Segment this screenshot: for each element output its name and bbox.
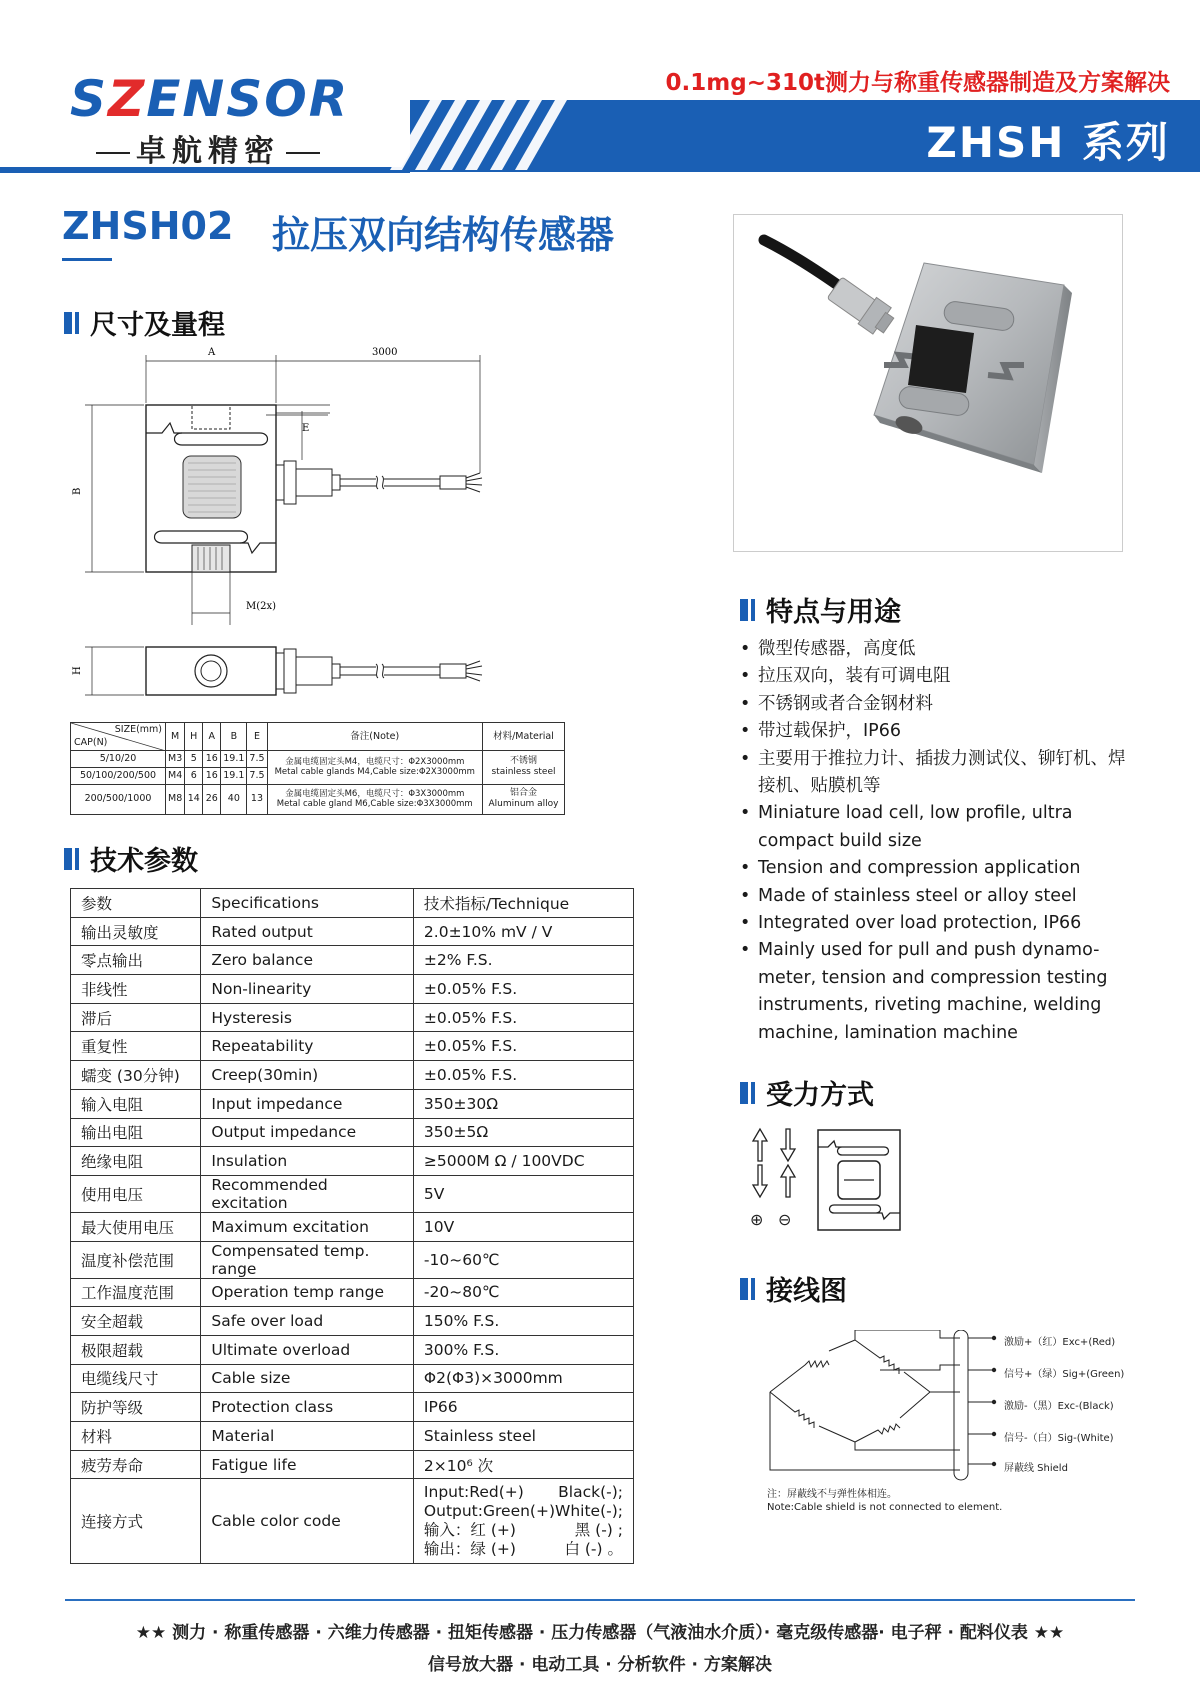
spec-cell-val: ±0.05% F.S. <box>413 1003 633 1032</box>
table-row <box>71 1393 634 1422</box>
dimension-drawing <box>70 335 570 715</box>
spec-cell-en: Output impedance <box>201 1118 414 1147</box>
section-specs: 技术参数 <box>64 839 198 878</box>
table-row: 50/100/200/500 M4 6 16 19.1 7.5 <box>71 767 565 784</box>
table-row <box>71 1032 634 1061</box>
page-header <box>0 0 1200 176</box>
brand-logo: SZENSOR <box>70 70 350 128</box>
wire-label-shield: 屏蔽线 Shield <box>1004 1463 1068 1474</box>
spec-cell-cn: 非线性 <box>71 975 201 1004</box>
spec-cell-val: 10V <box>413 1212 633 1241</box>
spec-cell-val: 技术指标/Technique <box>413 889 633 918</box>
list-item: • Integrated over load protection, IP66 <box>740 910 1140 937</box>
table-row <box>71 917 634 946</box>
wiring-diagram <box>760 1330 1180 1490</box>
spec-cell-cn: 安全超载 <box>71 1307 201 1336</box>
section-marker-icon <box>740 1082 756 1104</box>
section-features: 特点与用途 <box>740 590 901 629</box>
spec-cell-en: Rated output <box>201 917 414 946</box>
table-row: 200/500/1000 M8 14 26 40 13 金属电缆固定头M6，电缆尺寸：Φ3X3000mm Metal cable gland M6,Cable size:Φ3X3000mm 铝合金 Aluminum alloy <box>71 784 565 814</box>
col-b: B <box>221 723 247 751</box>
capacity-table <box>70 722 565 815</box>
dim-m-label: M(2x) <box>246 601 277 612</box>
spec-cell-en: Protection class <box>201 1393 414 1422</box>
spec-cell-cn: 蠕变 (30分钟) <box>71 1061 201 1090</box>
spec-cell-val: -10~60℃ <box>413 1241 633 1278</box>
col-h: H <box>185 723 203 751</box>
spec-cell-cn: 工作温度范围 <box>71 1278 201 1307</box>
table-row <box>71 1212 634 1241</box>
table-row <box>71 1061 634 1090</box>
spec-cell-en: Ultimate overload <box>201 1335 414 1364</box>
spec-cell-en: Compensated temp. range <box>201 1241 414 1278</box>
spec-cell-en: Recommended excitation <box>201 1175 414 1212</box>
dim-b-label: B <box>72 487 83 495</box>
section-dimensions: 尺寸及量程 <box>64 303 225 342</box>
spec-cell-val: ±0.05% F.S. <box>413 1061 633 1090</box>
spec-cell-val: 350±30Ω <box>413 1089 633 1118</box>
col-m: M <box>166 723 185 751</box>
spec-cell-en: Hysteresis <box>201 1003 414 1032</box>
table-row <box>71 946 634 975</box>
list-item: • 带过载保护，IP66 <box>740 718 1140 745</box>
spec-cell-en: Non-linearity <box>201 975 414 1004</box>
list-item: • 微型传感器，高度低 <box>740 636 1140 663</box>
section-force-direction: 受力方式 <box>740 1073 874 1112</box>
table-row <box>71 1335 634 1364</box>
list-item: • Tension and compression application <box>740 855 1140 882</box>
spec-cell-cn: 防护等级 <box>71 1393 201 1422</box>
footer-line-1: ★★ 测力 · 称重传感器 · 六维力传感器 · 扭矩传感器 · 压力传感器（气液油水介质）· 毫克级传感器· 电子秤 · 配料仪表 ★★ <box>135 1623 1065 1643</box>
col-note: 备注(Note) <box>267 723 482 751</box>
spec-cell-val: 2.0±10% mV / V <box>413 917 633 946</box>
spec-cell-cn: 滞后 <box>71 1003 201 1032</box>
spec-cell-cn: 零点输出 <box>71 946 201 975</box>
table-row <box>71 975 634 1004</box>
col-a: A <box>203 723 221 751</box>
section-marker-icon <box>64 312 80 334</box>
table-row <box>71 1175 634 1212</box>
section-marker-icon <box>740 599 756 621</box>
list-item: • Miniature load cell, low profile, ultra compact build size <box>740 800 1140 855</box>
dim-a-label: A <box>208 347 216 358</box>
table-row <box>71 1422 634 1451</box>
series-title: ZHSH 系列 <box>926 118 1170 167</box>
table-row <box>71 1089 634 1118</box>
table-row <box>71 1118 634 1147</box>
table-row <box>71 1307 634 1336</box>
spec-cell-cn: 电缆线尺寸 <box>71 1364 201 1393</box>
wire-label-exc-plus: 激励+（红）Exc+(Red) <box>1004 1337 1116 1348</box>
spec-cell-val: 5V <box>413 1175 633 1212</box>
wiring-note: 注：屏蔽线不与弹性体相连。 Note:Cable shield is not connected to element. <box>767 1489 1003 1513</box>
spec-cell-en: Insulation <box>201 1147 414 1176</box>
title-underline <box>62 258 112 261</box>
col-material: 材料/Material <box>483 723 565 751</box>
table-row <box>71 1003 634 1032</box>
table-row: 5/10/20 M3 5 16 19.1 7.5 金属电缆固定头M4，电缆尺寸：Φ2X3000mm Metal cable glands M4,Cable size:Φ2X3000mm 不锈钢 stainless steel <box>71 751 565 768</box>
table-row <box>71 1147 634 1176</box>
arrow-up-icon <box>753 1129 767 1161</box>
spec-cell-cn: 输入电阻 <box>71 1089 201 1118</box>
list-item: • Mainly used for pull and push dynamo-meter, tension and compression testing instruments, riveting machine, welding machine, lamination machine <box>740 937 1140 1047</box>
spec-cell-cn: 重复性 <box>71 1032 201 1061</box>
force-direction-diagram <box>748 1125 908 1235</box>
dim-3000-label: 3000 <box>372 347 398 358</box>
spec-cell-cn: 使用电压 <box>71 1175 201 1212</box>
list-item: • Made of stainless steel or alloy steel <box>740 883 1140 910</box>
wire-label-exc-minus: 激励-（黑）Exc-(Black) <box>1004 1401 1114 1412</box>
spec-cell-cn: 绝缘电阻 <box>71 1147 201 1176</box>
table-row <box>71 1364 634 1393</box>
spec-cell-val: ±2% F.S. <box>413 946 633 975</box>
spec-cell-cn: 材料 <box>71 1422 201 1451</box>
table-row <box>71 1278 634 1307</box>
spec-cell-cn: 温度补偿范围 <box>71 1241 201 1278</box>
spec-cell-cn: 极限超载 <box>71 1335 201 1364</box>
feature-list <box>740 636 1140 1047</box>
spec-cell-en: Operation temp range <box>201 1278 414 1307</box>
dim-h-label: H <box>72 666 83 675</box>
spec-cell-en: Repeatability <box>201 1032 414 1061</box>
list-item: • 不锈钢或者合金钢材料 <box>740 691 1140 718</box>
spec-cell-en: Zero balance <box>201 946 414 975</box>
spec-cell-en: Safe over load <box>201 1307 414 1336</box>
arrow-down-icon <box>753 1165 767 1197</box>
spec-cell-val: Stainless steel <box>413 1422 633 1451</box>
spec-cell-val: ±0.05% F.S. <box>413 975 633 1004</box>
size-cap-header: SIZE(mm) CAP(N) <box>71 723 166 751</box>
section-wiring: 接线图 <box>740 1269 847 1308</box>
spec-cell-val: ±0.05% F.S. <box>413 1032 633 1061</box>
spec-cell-en: Specifications <box>201 889 414 918</box>
arrow-up-icon <box>781 1165 795 1197</box>
footer-divider <box>65 1599 1135 1601</box>
spec-cell-val: Φ2(Φ3)×3000mm <box>413 1364 633 1393</box>
model-number: ZHSH02 <box>62 204 234 248</box>
load-cell-image <box>734 215 1122 551</box>
spec-cell-cn: 疲劳寿命 <box>71 1450 201 1479</box>
header-tagline: 0.1mg~310t测力与称重传感器制造及方案解决 <box>665 70 1170 96</box>
spec-table <box>70 888 634 1564</box>
spec-cell-en: Input impedance <box>201 1089 414 1118</box>
col-e: E <box>247 723 267 751</box>
spec-cell-en: Fatigue life <box>201 1450 414 1479</box>
spec-cell-en: Maximum excitation <box>201 1212 414 1241</box>
arrow-down-icon <box>781 1129 795 1161</box>
spec-cell-val: IP66 <box>413 1393 633 1422</box>
brand-subtitle: 卓航精密 <box>90 126 326 170</box>
spec-cell-val: 350±5Ω <box>413 1118 633 1147</box>
wire-label-sig-plus: 信号+（绿）Sig+(Green) <box>1004 1369 1125 1380</box>
product-name: 拉压双向结构传感器 <box>272 213 615 257</box>
cable-code-cell: Input:Red(+) Black(-); Output:Green(+) White(-); 输入：红 (+) 黑 (-) ; 输出：绿 (+) 白 (-) 。 <box>413 1479 633 1564</box>
dim-e-label: E <box>302 423 310 434</box>
spec-cell-val: 300% F.S. <box>413 1335 633 1364</box>
section-marker-icon <box>64 848 80 870</box>
spec-cell-cn: 输出灵敏度 <box>71 917 201 946</box>
spec-cell-val: ≥5000M Ω / 100VDC <box>413 1147 633 1176</box>
list-item: • 主要用于推拉力计、插拔力测试仪、铆钉机、焊接机、贴膜机等 <box>740 746 1140 801</box>
spec-cell-en: Creep(30min) <box>201 1061 414 1090</box>
table-row <box>71 1241 634 1278</box>
spec-cell-cn: 输出电阻 <box>71 1118 201 1147</box>
spec-cell-en: Cable size <box>201 1364 414 1393</box>
spec-header-row <box>71 889 634 918</box>
spec-cell-val: 150% F.S. <box>413 1307 633 1336</box>
table-row: 连接方式 Cable color code Input:Red(+) Black(-); Output:Green(+) White(-); 输入：红 (+) 黑 (-) ; 输出：绿 (+) 白 (-) 。 <box>71 1479 634 1564</box>
list-item: • 拉压双向，装有可调电阻 <box>740 663 1140 690</box>
wire-label-sig-minus: 信号-（白）Sig-(White) <box>1004 1433 1114 1444</box>
spec-cell-cn: 参数 <box>71 889 201 918</box>
product-photo <box>733 214 1123 552</box>
footer-line-2: 信号放大器 · 电动工具 · 分析软件 · 方案解决 <box>428 1655 772 1675</box>
section-marker-icon <box>740 1278 756 1300</box>
spec-cell-val: -20~80℃ <box>413 1278 633 1307</box>
plus-icon: ⊕ <box>750 1210 764 1229</box>
spec-cell-cn: 最大使用电压 <box>71 1212 201 1241</box>
minus-icon: ⊖ <box>778 1210 792 1229</box>
table-row <box>71 1450 634 1479</box>
spec-cell-val: 2×10⁶ 次 <box>413 1450 633 1479</box>
spec-cell-en: Material <box>201 1422 414 1451</box>
